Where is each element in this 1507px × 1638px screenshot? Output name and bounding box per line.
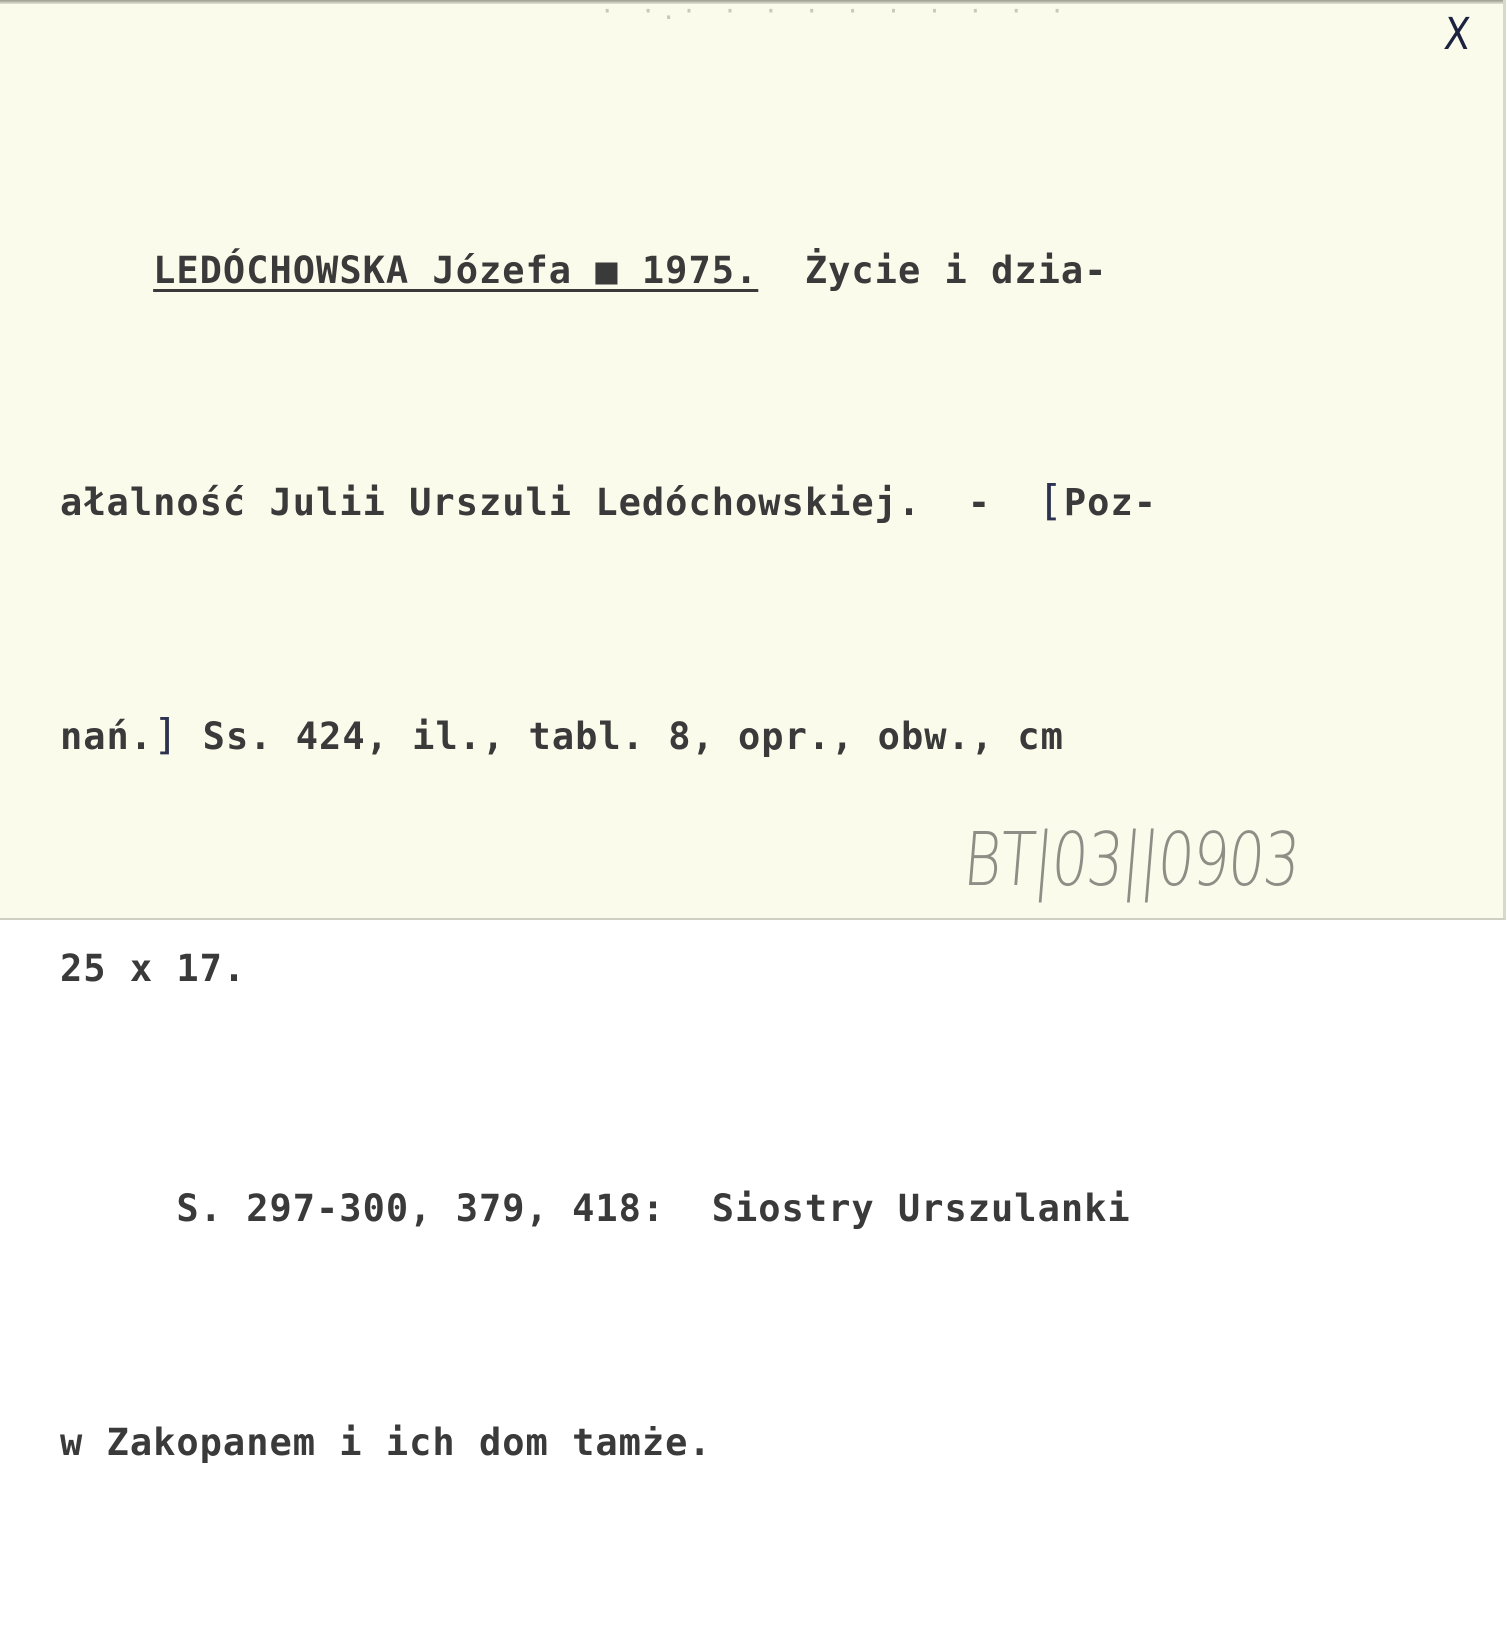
dimensions: 25 x 17. [60,947,247,990]
physical-description: Ss. 424, il., tabl. 8, opr., obw., cm [179,715,1064,758]
author-heading: LEDÓCHOWSKA Józefa ■ 1975. [153,249,759,292]
place-start: Poz- [1063,481,1157,524]
entry-line-5 [60,1170,1157,1248]
entry-line-6 [60,1404,1157,1482]
entry-line-3 [60,696,1157,774]
corner-mark: X [1442,9,1473,60]
place-end: nań. [60,715,154,758]
entry-line-4 [60,930,1157,1014]
note-continuation: w Zakopanem i ich dom tamże. [60,1421,712,1464]
open-bracket: [ [1037,476,1064,525]
show-through-text: · ·.· · · · · · · · · · [600,0,1071,25]
handwritten-signature-number: BT|03||0903 [960,817,1302,903]
title-continuation: ałalność Julii Urszuli Ledóchowskiej. - [60,481,1038,524]
title-start: Życie i dzia- [804,249,1108,292]
close-bracket: ] [153,710,180,759]
note-pages: S. 297-300, 379, 418: Siostry Urszulanki [60,1187,1131,1230]
entry-line-1 [60,232,1157,306]
entry-line-2 [60,462,1157,540]
